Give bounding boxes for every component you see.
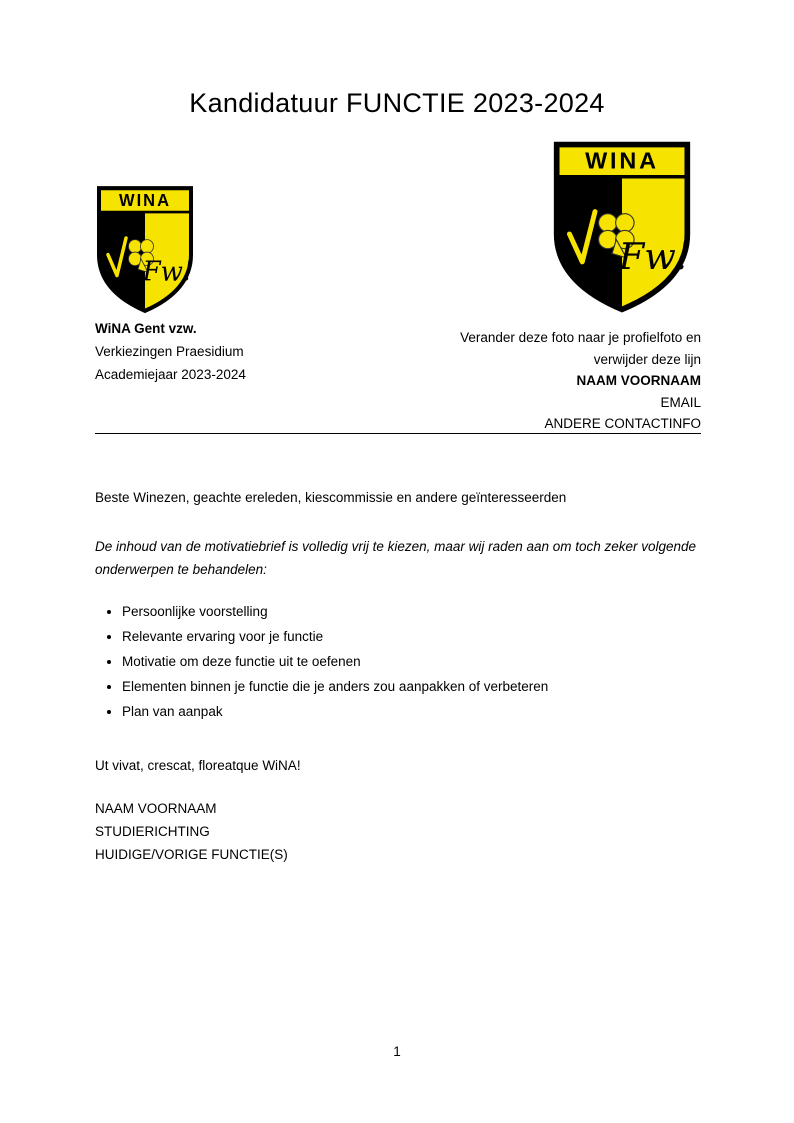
signature-name: NAAM VOORNAAM — [95, 801, 217, 816]
signature-study: STUDIERICHTING — [95, 824, 210, 839]
intro-paragraph: De inhoud van de motivatiebrief is volledig vrij te kiezen, maar wij raden aan om toch zeker volgende onderwerpen te behandelen: — [95, 539, 697, 577]
sender-block — [95, 317, 246, 386]
salutation: Beste Winezen, geachte ereleden, kiescommissie en andere geïnteresseerden — [95, 490, 567, 505]
page-title: Kandidatuur FUNCTIE 2023-2024 — [189, 88, 605, 118]
script-monogram: Fw! — [618, 235, 691, 278]
org-line-3: Academiejaar 2023-2024 — [95, 367, 246, 382]
topic-item: • Relevante ervaring voor je functie — [122, 624, 705, 649]
wina-wordmark: WINA — [585, 147, 659, 174]
letter-body — [95, 486, 705, 866]
other-contact-placeholder: ANDERE CONTACTINFO — [544, 416, 701, 431]
contact-block — [460, 327, 701, 435]
wina-shield-logo-large — [551, 139, 693, 315]
photo-instruction-line-2: verwijder deze lijn — [593, 351, 701, 367]
script-monogram: Fw! — [142, 256, 194, 288]
org-name: WiNA Gent vzw. — [95, 321, 197, 336]
signature-block — [95, 797, 705, 866]
topic-item: • Motivatie om deze functie uit te oefenen — [122, 649, 705, 674]
wina-wordmark: WINA — [119, 190, 171, 210]
name-placeholder: NAAM VOORNAAM — [576, 373, 701, 388]
signature-function: HUIDIGE/VORIGE FUNCTIE(S) — [95, 847, 288, 862]
wina-shield-logo-small — [95, 184, 195, 315]
email-placeholder: EMAIL — [660, 394, 701, 410]
topic-item: • Plan van aanpak — [122, 699, 705, 724]
org-line-2: Verkiezingen Praesidium — [95, 344, 244, 359]
topics-list — [95, 599, 705, 724]
page-number: 1 — [393, 1044, 401, 1059]
photo-instruction-line-1: Verander deze foto naar je profielfoto en — [460, 330, 701, 345]
closing-line: Ut vivat, crescat, floreatque WiNA! — [95, 758, 301, 773]
topic-item: • Persoonlijke voorstelling — [122, 599, 705, 624]
header-divider — [95, 433, 701, 434]
topic-item: • Elementen binnen je functie die je anders zou aanpakken of verbeteren — [122, 674, 705, 699]
